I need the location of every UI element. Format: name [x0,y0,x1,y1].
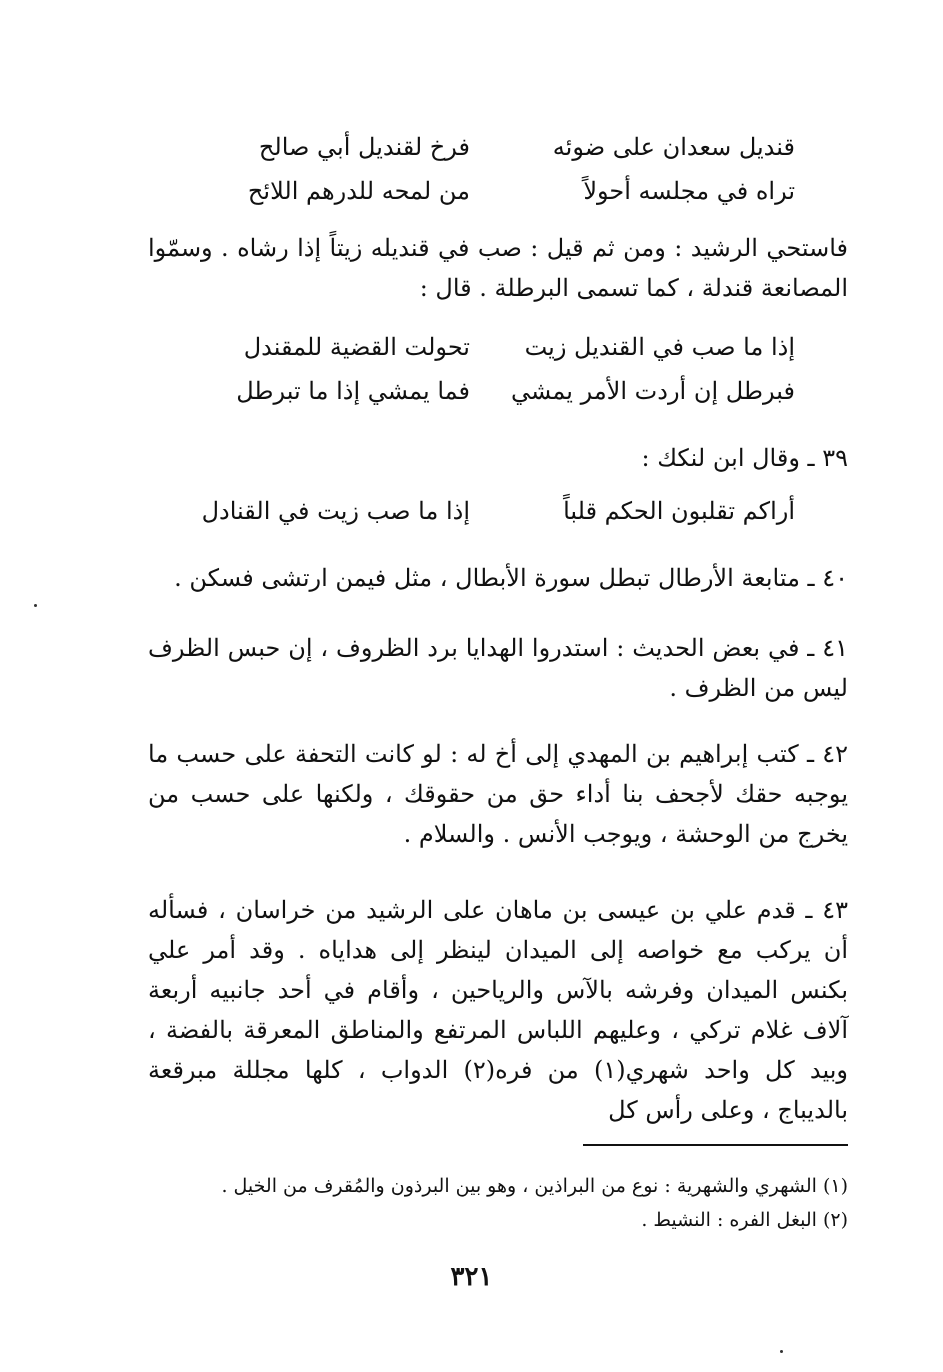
verse-hemistich-second: من لمحه للدرهم اللائح [247,177,470,205]
verse-hemistich-first: أراكم تقلبون الحكم قلباً [563,497,795,525]
page-number: ٣٢١ [450,1262,493,1292]
scan-speck [780,1350,783,1353]
scan-speck [34,604,37,607]
numbered-item-41: ٤١ ـ في بعض الحديث : استدروا الهدايا برد الظروف ، إن حبس الظرف ليس من الظرف . [148,634,848,702]
verse-hemistich-first: قنديل سعدان على ضوئه [552,133,795,161]
verse-line [155,370,795,412]
verse-line [155,490,795,532]
verse-hemistich-second: فما يمشي إذا ما تبرطل [236,377,470,405]
numbered-item-42: ٤٢ ـ كتب إبراهيم بن المهدي إلى أخ له : لو كانت التحفة على حسب ما يوجبه حقك لأجحف بنا أداء حق من حقوقك ، ولكنها على حسب من يخرج من الوحشة ، ويوجب الأنس . والسلام . [148,740,848,848]
verse-hemistich-first: فبرطل إن أردت الأمر يمشي [510,377,795,405]
footnote-divider [583,1144,848,1146]
verse-line [155,170,795,212]
numbered-item-43: ٤٣ ـ قدم علي بن عيسى بن ماهان على الرشيد من خراسان ، فسأله أن يركب مع خواصه إلى الميدان لينظر إلى هداياه . وقد أمر علي بكنس الميدان وفرشه بالآس والرياحين ، وأقام في أحد جانبيه أربعة آلاف غلام تركي ، وعليهم اللباس المرتفع والمناطق المعرقة بالفضة ، وبيد كل واحد شهري(١) من فره(٢) الدواب ، كلها مجللة مبرقعة بالديباج ، وعلى رأس كل [148,896,848,1124]
verse-hemistich-second: فرخ لقنديل أبي صالح [258,133,470,161]
verse-line [155,126,795,168]
verse-line [155,326,795,368]
verse-hemistich-second: تحولت القضية للمقندل [243,333,470,361]
verse-hemistich-second: إذا ما صب زيت في القنادل [201,497,470,525]
verse-hemistich-first: إذا ما صب في القنديل زيت [524,333,795,361]
numbered-item-39: ٣٩ ـ وقال ابن لنكك : [641,444,848,472]
numbered-item-40: ٤٠ ـ متابعة الأرطال تبطل سورة الأبطال ، مثل فيمن ارتشى فسكن . [174,564,848,592]
footnote: (١) الشهري والشهرية : نوع من البراذين ، وهو بين البرذون والمُقرف من الخيل . [221,1175,848,1197]
verse-hemistich-first: تراه في مجلسه أحولاً [583,177,795,205]
footnote: (٢) البغل الفره : النشيط . [641,1209,848,1231]
paragraph: فاستحي الرشيد : ومن ثم قيل : صب في قنديله زيتاً إذا رشاه . وسمّوا المصانعة قندلة ، كما تسمى البرطلة . قال : [148,234,848,302]
